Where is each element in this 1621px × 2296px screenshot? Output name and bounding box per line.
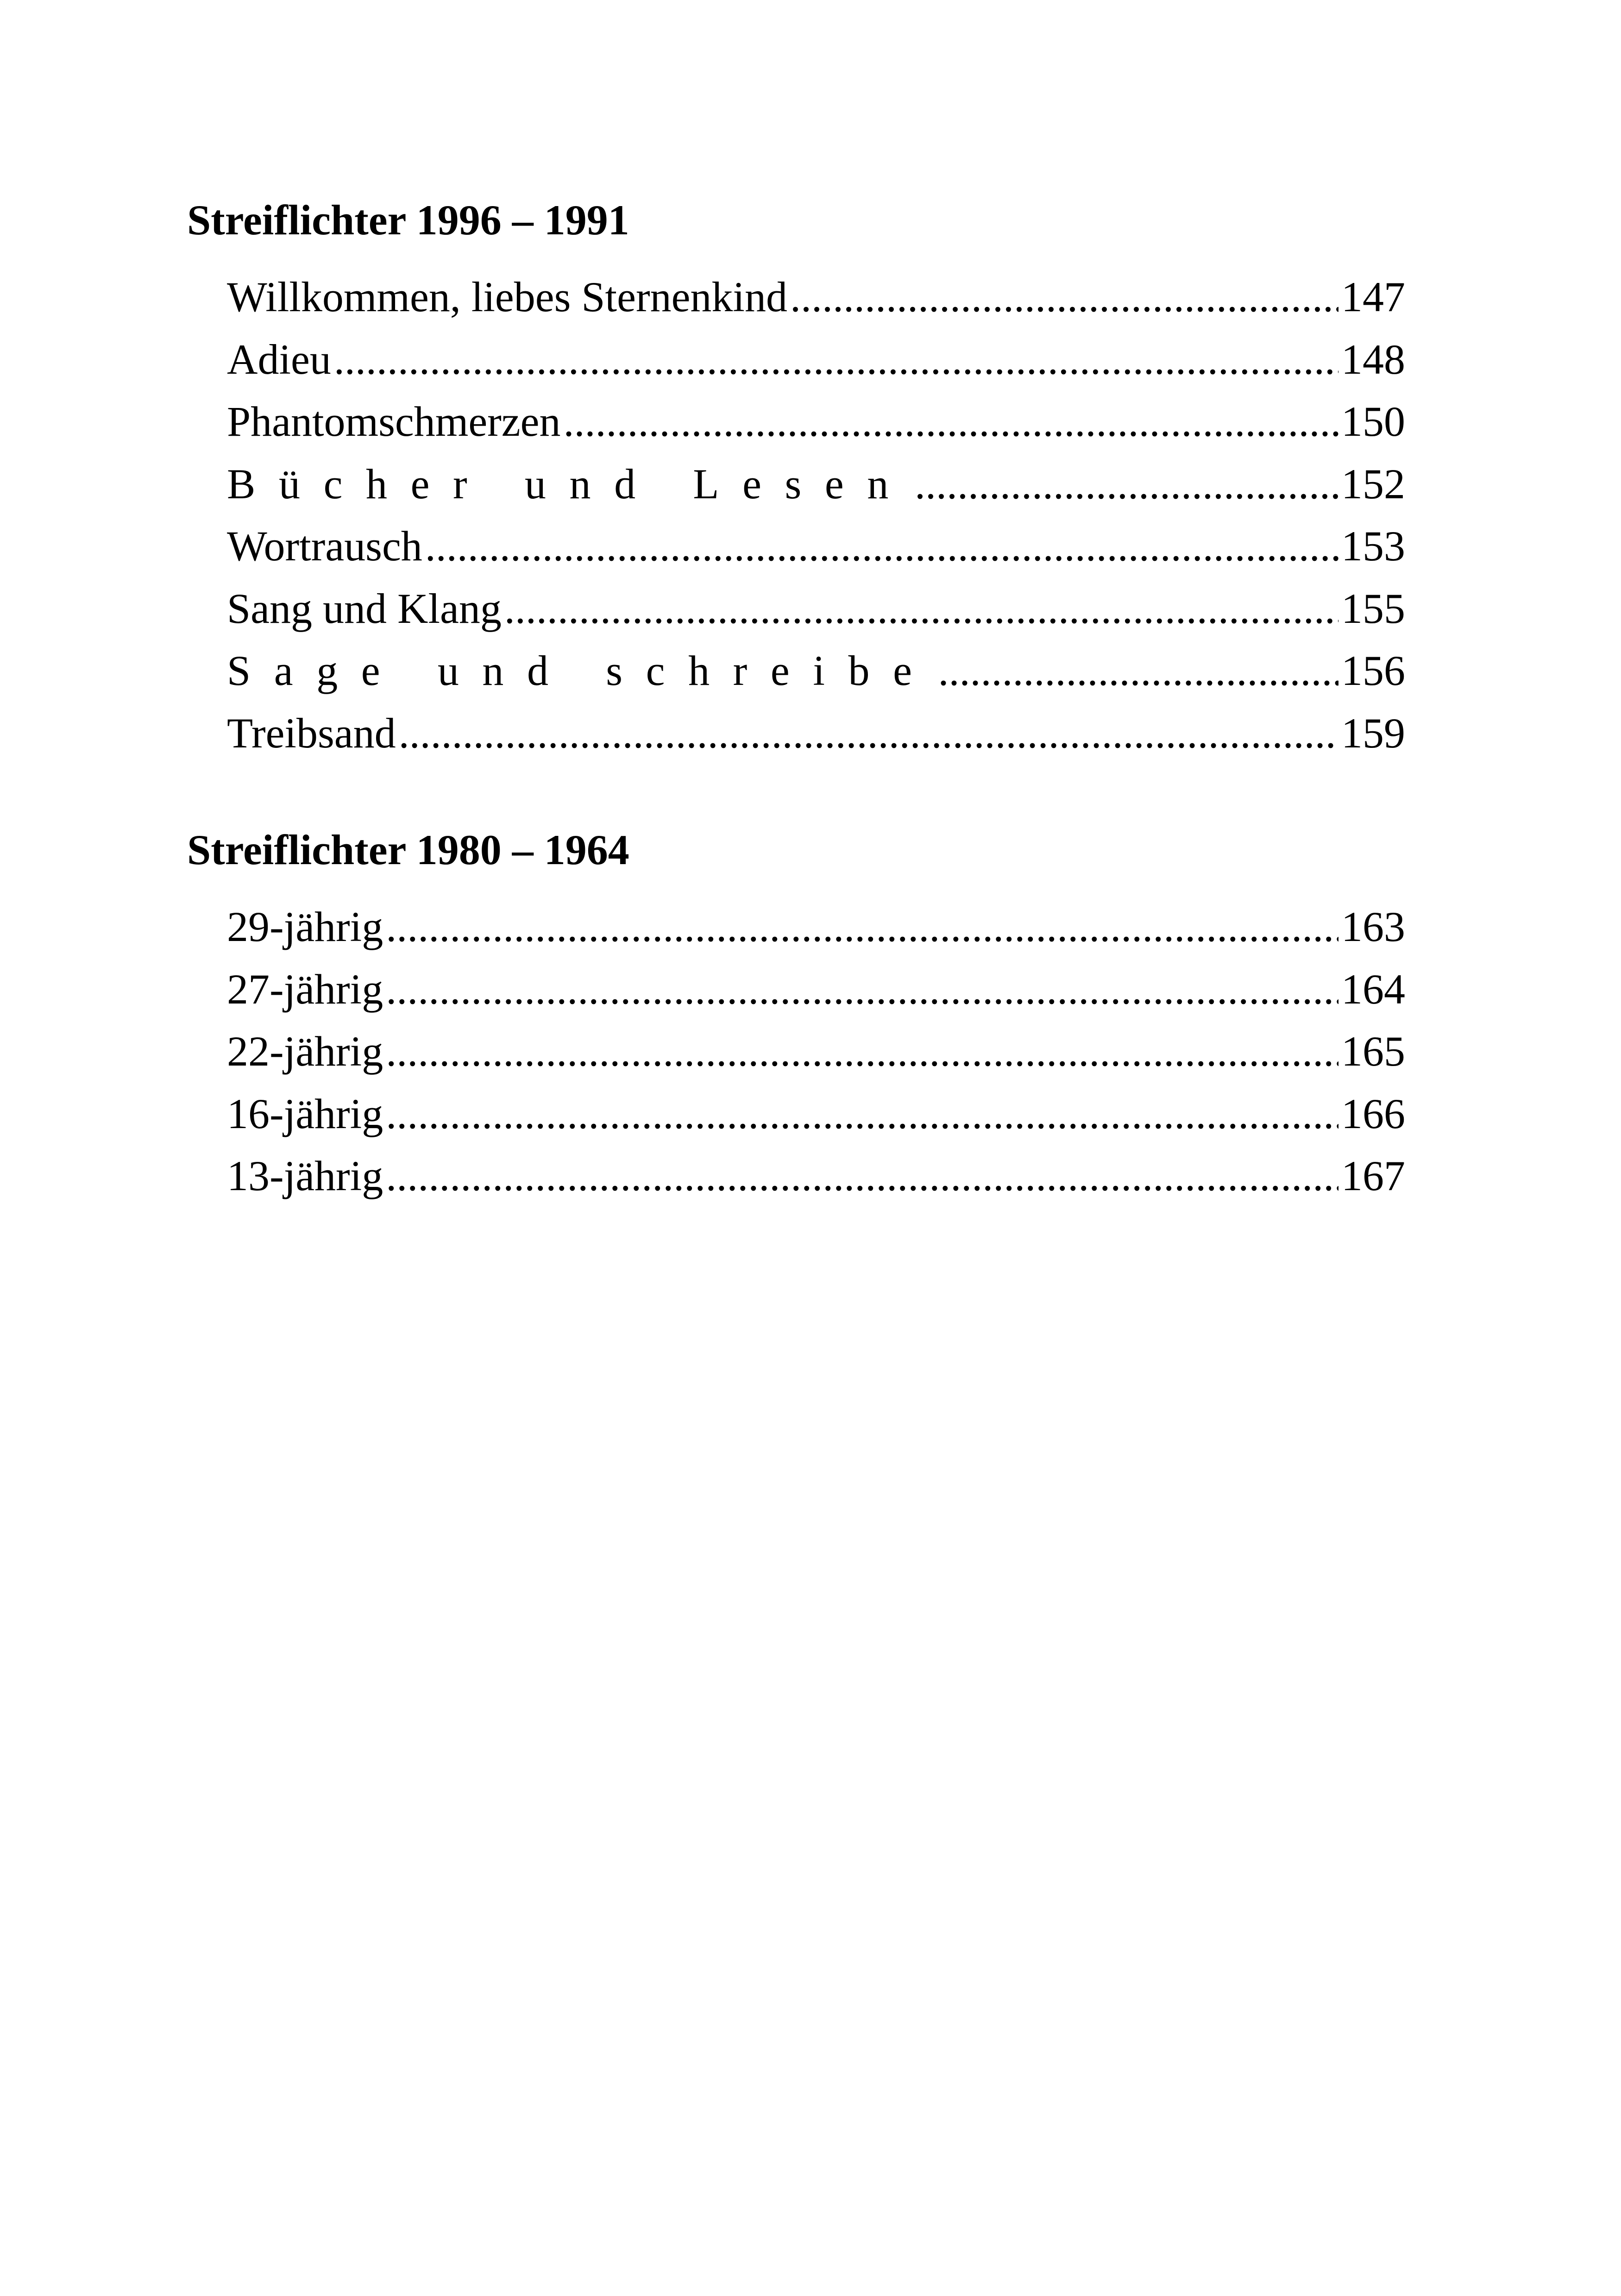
entry-page-number: 150 <box>1341 398 1405 445</box>
section-title: Streiflichter 1980 – 1964 <box>187 826 629 873</box>
entry-title: Sang und Klang <box>227 584 502 632</box>
entry-page-number: 164 <box>1341 965 1405 1013</box>
toc-entry[interactable] <box>227 271 1405 334</box>
toc-entry[interactable] <box>227 1088 1405 1151</box>
toc-entry-list <box>227 901 1405 1213</box>
entry-page-number: 147 <box>1341 273 1405 320</box>
toc-section-1996-1991 <box>187 194 1405 770</box>
entry-title: Sage und schreibe <box>227 647 936 694</box>
dot-leader <box>386 1150 1338 1201</box>
entry-page-number: 167 <box>1341 1152 1405 1199</box>
toc-entry[interactable] <box>227 334 1405 396</box>
entry-title: Treibsand <box>227 709 396 757</box>
entry-page-number: 148 <box>1341 335 1405 383</box>
entry-title: Bücher und Lesen <box>227 460 912 508</box>
section-title: Streiflichter 1996 – 1991 <box>187 196 629 244</box>
entry-page-number: 153 <box>1341 522 1405 570</box>
dot-leader <box>386 1088 1338 1139</box>
dot-leader <box>386 901 1338 952</box>
toc-entry[interactable] <box>227 521 1405 583</box>
entry-title: 22-jährig <box>227 1028 383 1075</box>
dot-leader <box>334 334 1338 385</box>
toc-entry-list <box>227 271 1405 770</box>
entry-page-number: 156 <box>1341 647 1405 694</box>
dot-leader <box>386 1026 1338 1077</box>
entry-page-number: 155 <box>1341 584 1405 632</box>
dot-leader <box>915 458 1338 509</box>
toc-entry[interactable] <box>227 645 1405 708</box>
toc-entry[interactable] <box>227 583 1405 646</box>
dot-leader <box>563 396 1338 447</box>
entry-title: Phantomschmerzen <box>227 398 561 445</box>
toc-entry[interactable] <box>227 901 1405 964</box>
dot-leader <box>790 271 1338 322</box>
toc-entry[interactable] <box>227 1150 1405 1213</box>
entry-title: 16-jährig <box>227 1090 383 1137</box>
toc-entry[interactable] <box>227 396 1405 458</box>
entry-page-number: 152 <box>1341 460 1405 508</box>
dot-leader <box>504 583 1338 634</box>
entry-title: Willkommen, liebes Sternenkind <box>227 273 787 320</box>
entry-title: 13-jährig <box>227 1152 383 1199</box>
entry-title: Adieu <box>227 335 331 383</box>
dot-leader <box>938 645 1338 696</box>
entry-title: 29-jährig <box>227 903 383 950</box>
entry-title: Wortrausch <box>227 522 422 570</box>
dot-leader <box>386 964 1338 1015</box>
dot-leader <box>399 708 1338 759</box>
toc-entry[interactable] <box>227 1026 1405 1088</box>
toc-section-1980-1964 <box>187 824 1405 1213</box>
entry-page-number: 165 <box>1341 1028 1405 1075</box>
toc-entry[interactable] <box>227 964 1405 1026</box>
entry-page-number: 163 <box>1341 903 1405 950</box>
entry-page-number: 166 <box>1341 1090 1405 1137</box>
toc-entry[interactable] <box>227 708 1405 770</box>
dot-leader <box>425 521 1338 571</box>
entry-title: 27-jährig <box>227 965 383 1013</box>
toc-entry[interactable] <box>227 458 1405 521</box>
entry-page-number: 159 <box>1341 709 1405 757</box>
